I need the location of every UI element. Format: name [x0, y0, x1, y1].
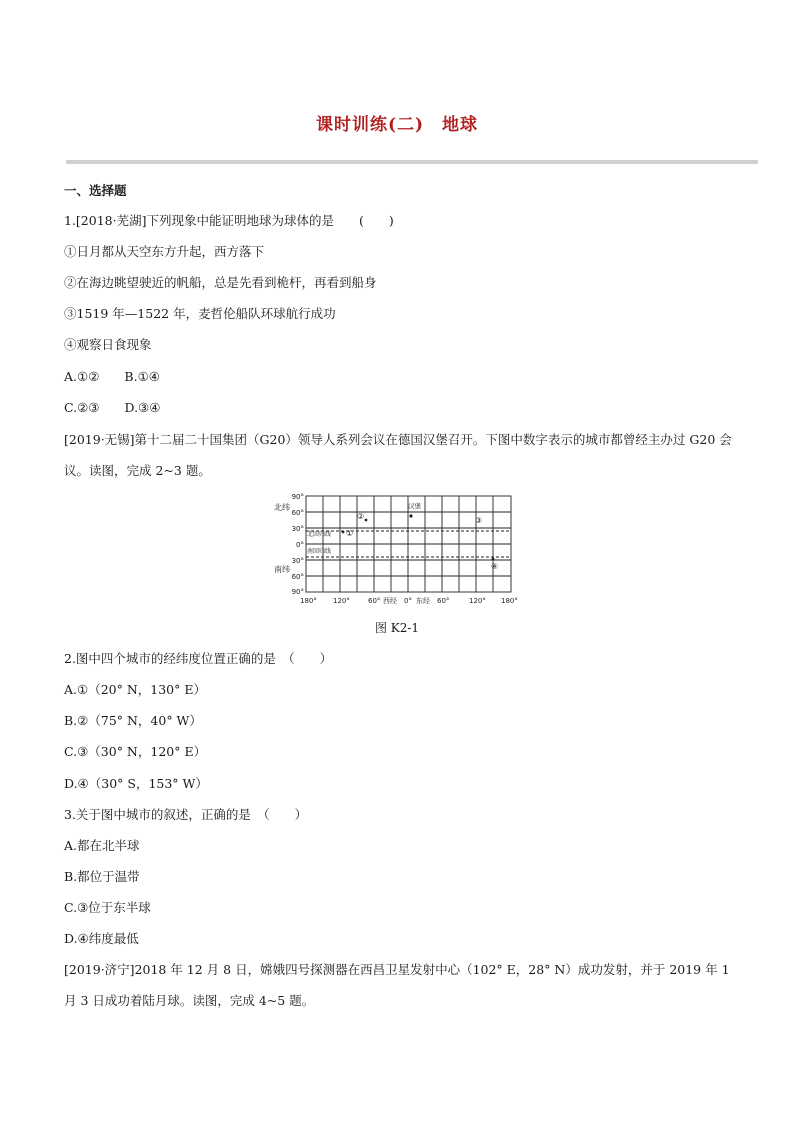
lat-label: 30° [291, 525, 304, 533]
city-marker-1: ① [346, 529, 354, 538]
intro-q4-5: [2019·济宁]2018 年 12 月 8 日，嫦娥四号探测器在西昌卫星发射中心（102° E，28° N）成功发射，并于 2019 年 1 月 3 日成功着陆月球。读图，完成 4~5 题。 [64, 962, 730, 1008]
q3-option-b: B.都位于温带 [64, 869, 140, 884]
q2-option-c: C.③（30° N，120° E） [64, 744, 207, 759]
north-label: 北纬 [274, 503, 290, 512]
lon-label: 180° [501, 597, 518, 605]
city-dot-4 [492, 558, 495, 561]
lat-label: 30° [291, 557, 304, 565]
q1-option-1: ①日月都从天空东方升起，西方落下 [64, 244, 265, 259]
map-grid [306, 496, 511, 592]
q1-answers-ab: A.①② B.①④ [64, 369, 160, 384]
hamburg-dot [409, 514, 412, 517]
tropic-cancer-label: 北回归线 [307, 531, 332, 538]
lat-label: 60° [291, 573, 304, 581]
lon-label: 0° [404, 597, 412, 605]
q3-option-d: D.④纬度最低 [64, 931, 139, 946]
title-divider [66, 160, 758, 164]
lon-label: 60° [437, 597, 450, 605]
south-label: 南纬 [274, 565, 290, 574]
figure-caption: 图 K2-1 [374, 621, 420, 635]
section-heading: 一、选择题 [64, 183, 127, 198]
q3-option-a: A.都在北半球 [64, 838, 140, 853]
lat-label: 60° [291, 509, 304, 517]
q2-option-a: A.①（20° N，130° E） [64, 682, 206, 697]
page-title: 课时训练(二) 地球 [315, 115, 479, 135]
city-dot-1 [342, 531, 345, 534]
lon-label: 60° [368, 597, 381, 605]
q1-option-2: ②在海边眺望驶近的帆船，总是先看到桅杆，再看到船身 [64, 275, 377, 290]
q2-option-d: D.④（30° S，153° W） [64, 776, 208, 791]
city-marker-2: ② [357, 512, 365, 521]
city-marker-3: ③ [475, 516, 483, 525]
lon-label: 120° [333, 597, 350, 605]
q2-option-b: B.②（75° N，40° W） [64, 713, 202, 728]
grid-map-figure [270, 490, 525, 608]
lon-label: 120° [469, 597, 486, 605]
intro-q2-3: [2019·无锡]第十二届二十国集团（G20）领导人系列会议在德国汉堡召开。下图中数字表示的城市都曾经主办过 G20 会议。读图，完成 2~3 题。 [64, 432, 732, 478]
q1-answers-cd: C.②③ D.③④ [64, 400, 161, 415]
lat-label: 90° [291, 588, 304, 596]
q1-option-4: ④观察日食现象 [64, 337, 152, 352]
lat-label: 90° [291, 493, 304, 501]
q1-option-3: ③1519 年—1522 年，麦哲伦船队环球航行成功 [64, 306, 336, 321]
tropic-capricorn-label: 南回归线 [307, 548, 332, 555]
hamburg-label: 汉堡 [408, 502, 421, 510]
lat-label: 0° [296, 541, 304, 549]
q3-option-c: C.③位于东半球 [64, 900, 151, 915]
q2-stem: 2.图中四个城市的经纬度位置正确的是 （ ） [64, 651, 333, 666]
q3-stem: 3.关于图中城市的叙述，正确的是 （ ） [64, 807, 308, 822]
lon-label: 东经 [416, 597, 430, 605]
city-marker-4: ④ [491, 562, 499, 571]
city-dot-2 [365, 519, 368, 522]
q1-stem: 1.[2018·芜湖]下列现象中能证明地球为球体的是 ( ) [64, 213, 394, 228]
lon-label: 180° [300, 597, 317, 605]
lon-label: 西经 [383, 597, 397, 605]
